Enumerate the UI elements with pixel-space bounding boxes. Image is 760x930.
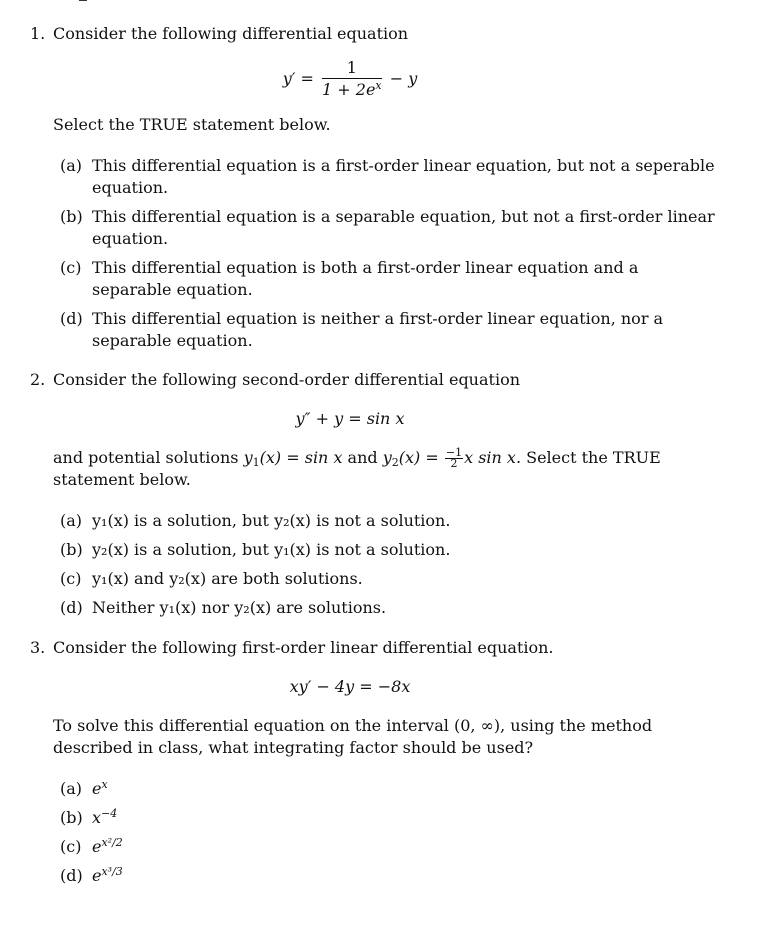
option-a[interactable]: (a) This differential equation is a first-order linear equation, but not a seperable equation. [60, 156, 715, 197]
equation-2: y″ + y = sin x [295, 409, 405, 428]
question-3 [30, 637, 710, 659]
option-b[interactable]: (b) y₂(x) is a solution, but y₁(x) is not a solution. [60, 540, 451, 559]
option-c[interactable]: (c) $e^{x^2/2}$ [60, 836, 123, 856]
question-statement: and potential solutions $y_1(x) = \sin x$ and $y_2(x)$ = $\frac{-1}{2}$ x sin x. Select the TRUE statement below. [53, 446, 661, 489]
fraction-denominator: $1 + 2e^x$ [322, 79, 382, 99]
question-prompt: Consider the following second-order differential equation [53, 370, 521, 389]
option-d[interactable]: (d) $e^{x^3/3}$ [60, 865, 123, 885]
option-c[interactable]: (c) y₁(x) and y₂(x) are both solutions. [60, 569, 363, 588]
option-c[interactable]: (c) This differential equation is both a first-order linear equation and a separable equation. [60, 258, 639, 299]
question-number: 3. [30, 638, 46, 657]
options-list [60, 510, 720, 626]
fraction-numerator: 1 [322, 58, 382, 79]
page-top-fragment [79, 0, 87, 1]
question-number: 2. [30, 370, 46, 389]
option-a[interactable]: (a) y₁(x) is a solution, but y₂(x) is not a solution. [60, 511, 451, 530]
option-d[interactable]: (d) This differential equation is neither a first-order linear equation, nor a separable equation. [60, 309, 664, 350]
question-instruction: To solve this differential equation on the interval (0, ∞), using the method described in class, what integrating factor should be used? [53, 716, 653, 757]
equation-3: xy′ − 4y = −8x [289, 677, 411, 696]
options-list [60, 155, 720, 359]
options-list [60, 778, 720, 894]
equation-lhs: y′ = [282, 69, 314, 88]
equation-fraction [322, 58, 382, 101]
option-a[interactable]: (a) $e^x$ [60, 778, 108, 798]
equation-rhs: − y [389, 69, 418, 88]
question-prompt: Consider the following first-order linear differential equation. [53, 638, 554, 657]
question-number: 1. [30, 24, 46, 43]
inline-fraction: $\frac{-1}{2}$ [445, 446, 463, 470]
question-prompt: Consider the following differential equation [53, 24, 409, 43]
option-b[interactable]: (b) This differential equation is a separable equation, but not a first-order linear equation. [60, 207, 715, 248]
option-b[interactable]: (b) $x^{-4}$ [60, 807, 118, 827]
equation-1 [0, 58, 700, 101]
question-2 [30, 369, 710, 391]
option-d[interactable]: (d) Neither y₁(x) nor y₂(x) are solutions. [60, 598, 387, 617]
question-instruction: Select the TRUE statement below. [53, 115, 331, 134]
question-1 [30, 23, 710, 45]
